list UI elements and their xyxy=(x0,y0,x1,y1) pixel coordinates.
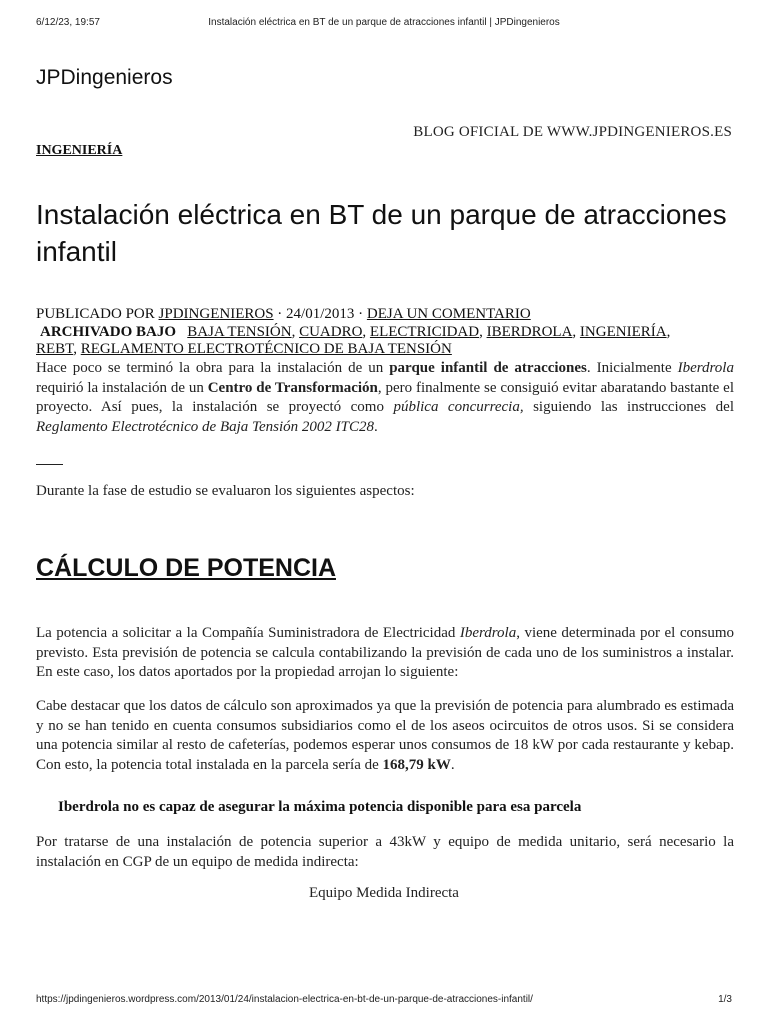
print-url: https://jpdingenieros.wordpress.com/2013/01/24/instalacion-electrica-en-bt-de-un-parque-de-atracciones-infantil/ xyxy=(36,994,533,1005)
tag-link[interactable]: REGLAMENTO ELECTROTÉCNICO DE BAJA TENSIÓN xyxy=(80,341,452,357)
italic-run: Iberdrola xyxy=(677,360,734,376)
post-meta xyxy=(36,306,736,359)
tag-link[interactable]: REBT xyxy=(36,341,74,357)
text-run: Cabe destacar que los datos de cálculo son aproximados ya que la previsión de potencia para alumbrado es estimada y no se han tenido en cuenta consumos subsidiarios como el de los aseos ocircuitos de otros usos. Si se considera una potencia similar al resto de cafeterías, podemos esperar unos consumos de 18 kW por cada restaurante y kebap. Con esto, la potencia total instalada en la parcela sería de xyxy=(36,698,734,773)
meta-separator: · xyxy=(273,306,287,322)
published-by-label: PUBLICADO POR xyxy=(36,306,155,322)
tag-link[interactable]: BAJA TENSIÓN xyxy=(187,323,292,340)
print-datetime: 6/12/23, 19:57 xyxy=(36,17,100,28)
power-paragraph xyxy=(36,624,734,683)
study-line: Durante la fase de estudio se evaluaron los siguientes aspectos: xyxy=(36,483,415,499)
text-run: . xyxy=(374,418,378,435)
text-run: siguiendo las instrucciones del xyxy=(523,399,735,415)
intro-paragraph xyxy=(36,359,734,437)
bold-run: 168,79 kW xyxy=(382,756,451,773)
author-link[interactable]: JPDINGENIEROS xyxy=(158,306,274,322)
leave-comment-link[interactable]: DEJA UN COMENTARIO xyxy=(366,306,531,322)
figure-caption: Equipo Medida Indirecta xyxy=(309,885,459,901)
tag-separator: , xyxy=(362,323,367,340)
post-title: Instalación eléctrica en BT de un parque de atracciones infantil xyxy=(36,199,727,267)
text-run: La potencia a solicitar a la Compañía Suministradora de Electricidad xyxy=(36,625,460,641)
text-run: requirió la instalación de un xyxy=(36,379,208,396)
text-run: . xyxy=(450,756,455,773)
site-title[interactable]: JPDingenieros xyxy=(36,66,173,89)
divider xyxy=(36,464,63,465)
category-link[interactable]: INGENIERÍA xyxy=(36,143,123,158)
tag-link[interactable]: INGENIERÍA xyxy=(579,323,667,340)
callout-text: Iberdrola no es capaz de asegurar la máxima potencia disponible para esa parcela xyxy=(58,799,582,815)
measurement-paragraph: Por tratarse de una instalación de potencia superior a 43kW y equipo de medida unitario, será necesario la instalación en CGP de un equipo de medida indirecta: xyxy=(36,834,734,870)
post-date: 24/01/2013 xyxy=(286,306,355,322)
italic-run: Reglamento Electrotécnico de Baja Tensión 2002 ITC28 xyxy=(36,418,375,435)
print-page-number: 1/3 xyxy=(718,994,732,1005)
italic-run: pública concurrecia, xyxy=(393,399,524,415)
section-heading: CÁLCULO DE POTENCIA xyxy=(36,554,336,582)
bold-run: parque infantil de atracciones xyxy=(389,360,587,376)
bold-run: Centro de Transformación xyxy=(207,379,378,396)
tag-separator: , xyxy=(291,323,296,340)
filed-under-label: ARCHIVADO BAJO xyxy=(40,323,176,340)
italic-run: Iberdrola xyxy=(459,625,517,641)
text-run: . Inicialmente xyxy=(586,360,678,376)
tag-link[interactable]: CUADRO xyxy=(299,323,363,340)
text-run: , viene determinada por el consumo previsto. Esta previsión de potencia se calcula contabilizando la previsión de cada uno de los suministros a instalar. En este caso, los datos aportados por la propiedad arrojan lo siguiente: xyxy=(36,625,734,680)
tag-link[interactable]: IBERDROLA xyxy=(486,323,573,340)
tag-separator: , xyxy=(73,341,77,357)
text-run: Hace poco se terminó la obra para la instalación de un xyxy=(36,360,390,376)
tag-separator: , xyxy=(479,323,483,340)
print-page-title: Instalación eléctrica en BT de un parque de atracciones infantil | JPDingenieros xyxy=(208,17,560,28)
text-run: , pero finalmente se consiguió evitar abaratando bastante el proyecto. Así pues, la instalación se proyectó como xyxy=(36,379,734,415)
meta-separator: · xyxy=(354,306,367,322)
tag-separator: , xyxy=(572,323,577,340)
site-tagline: BLOG OFICIAL DE WWW.JPDINGENIEROS.ES xyxy=(413,124,732,140)
tag-separator: , xyxy=(666,323,671,340)
tag-link[interactable]: ELECTRICIDAD xyxy=(369,323,480,340)
calculation-paragraph xyxy=(36,697,734,775)
